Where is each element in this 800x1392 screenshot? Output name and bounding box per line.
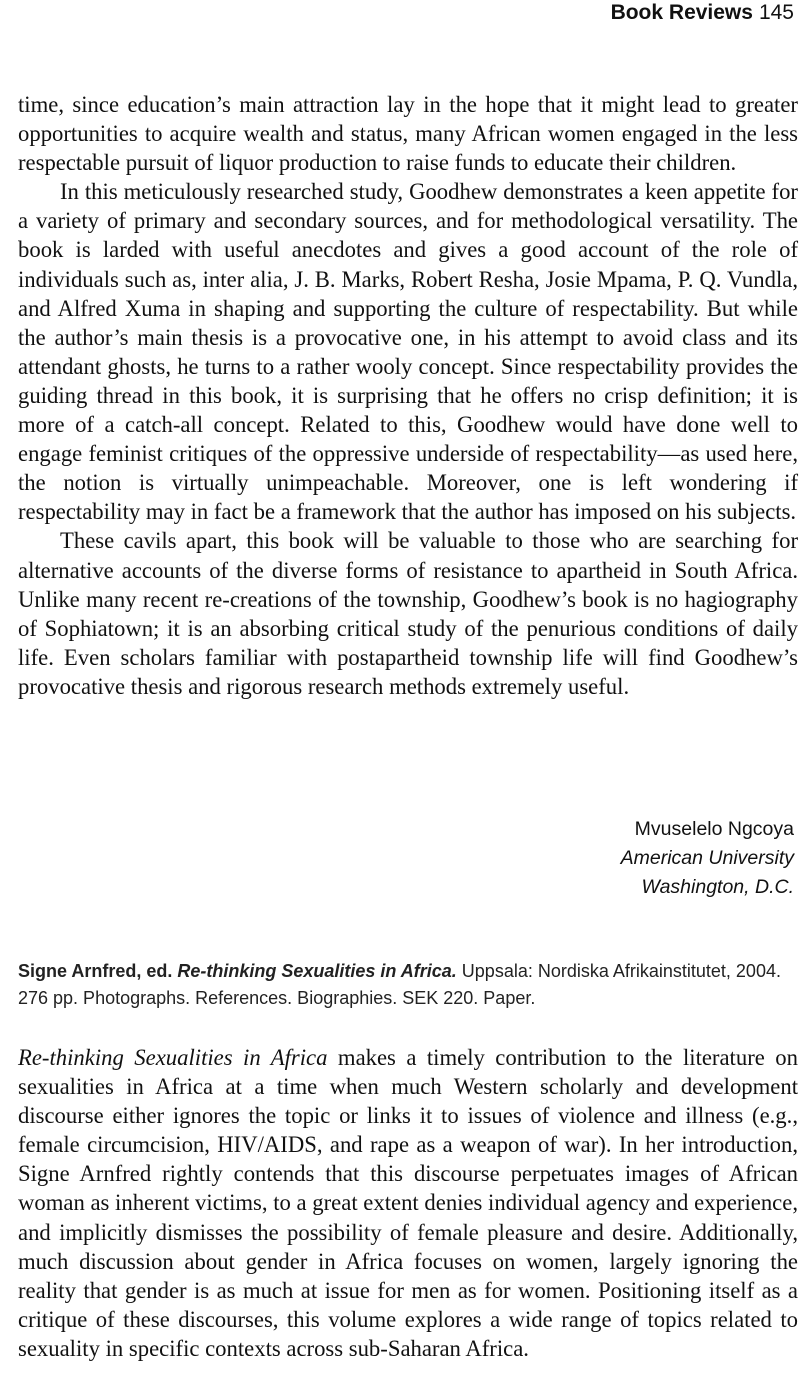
reviewer-institution: American University xyxy=(620,847,794,869)
review-1-paragraph: time, since education’s main attraction lay in the hope that it might lead to greater opportunities to acquire wealth and status, many African women engaged in the less respectable pursuit of liquor production to raise funds to educate their children. xyxy=(18,92,798,176)
reviewer-location: Washington, D.C. xyxy=(641,876,794,898)
review-1-paragraph: In this meticulously researched study, Goodhew demonstrates a keen appetite for a variety of primary and secondary sources, and for methodological versatility. The book is larded with useful anecdotes and gives a good account of the role of individuals such as, inter alia, J. B. Marks, Robert Resha, Josie Mpama, P. Q. Vundla, and Alfred Xuma in shaping and supporting the culture of respectability. But while the author’s main thesis is a provocative one, in his attempt to avoid class and its attendant ghosts, he turns to a rather wooly concept. Since respectability provides the guiding thread in this book, it is surprising that he offers no crisp definition; it is more of a catch-all concept. Related to this, Goodhew would have done well to engage feminist critiques of the oppressive underside of respectability—as used here, the notion is virtually unimpeachable. Moreover, one is left wondering if respectability may in fact be a framework that the author has imposed on his subjects. xyxy=(18,179,798,525)
reviewer-name: Mvuselelo Ngcoya xyxy=(634,818,794,840)
review-1-paragraph: These cavils apart, this book will be valuable to those who are searching for alternative accounts of the diverse forms of resistance to apartheid in South Africa. Unlike many recent re-creations of the township, Goodhew’s book is no hagiography of Sophiatown; it is an absorbing critical study of the penurious conditions of daily life. Even scholars familiar with postapartheid township life will find Goodhew’s provocative thesis and rigorous research methods extremely useful. xyxy=(18,528,798,699)
citation-details: Uppsala: Nordiska Afrikainstitutet, 2004. 276 pp. Photographs. References. Biographies. SEK 220. Paper. xyxy=(18,961,781,1008)
review-2-paragraph xyxy=(18,1043,798,1363)
review-2-text: makes a timely contribution to the literature on sexualities in Africa at a time when much Western scholarly and development discourse either ignores the topic or links it to issues of violence and illness (e.g., female circumcision, HIV/AIDS, and rape as a weapon of war). In her introduction, Signe Arnfred rightly contends that this discourse perpetuates images of African woman as inherent victims, to a great extent denies individual agency and experience, and implicitly dismisses the possibility of female pleasure and desire. Additionally, much discussion about gender in Africa focuses on women, largely ignoring the reality that gender is as much at issue for men as for women. Positioning itself as a critique of these discourses, this volume explores a wide range of topics related to sexuality in specific contexts across sub-Saharan Africa. xyxy=(18,1045,798,1361)
reviewer-signature xyxy=(621,815,794,902)
running-head-section: Book Reviews xyxy=(610,1,753,24)
book-citation xyxy=(18,958,798,1012)
running-head xyxy=(611,0,794,26)
review-2-body xyxy=(18,1043,798,1363)
citation-title: Re-thinking Sexualities in Africa. xyxy=(177,961,457,981)
page-number: 145 xyxy=(758,1,794,24)
review-1-body xyxy=(18,90,798,701)
citation-editor: Signe Arnfred, ed. xyxy=(18,961,173,981)
inline-book-title: Re-thinking Sexualities in Africa xyxy=(18,1045,328,1070)
